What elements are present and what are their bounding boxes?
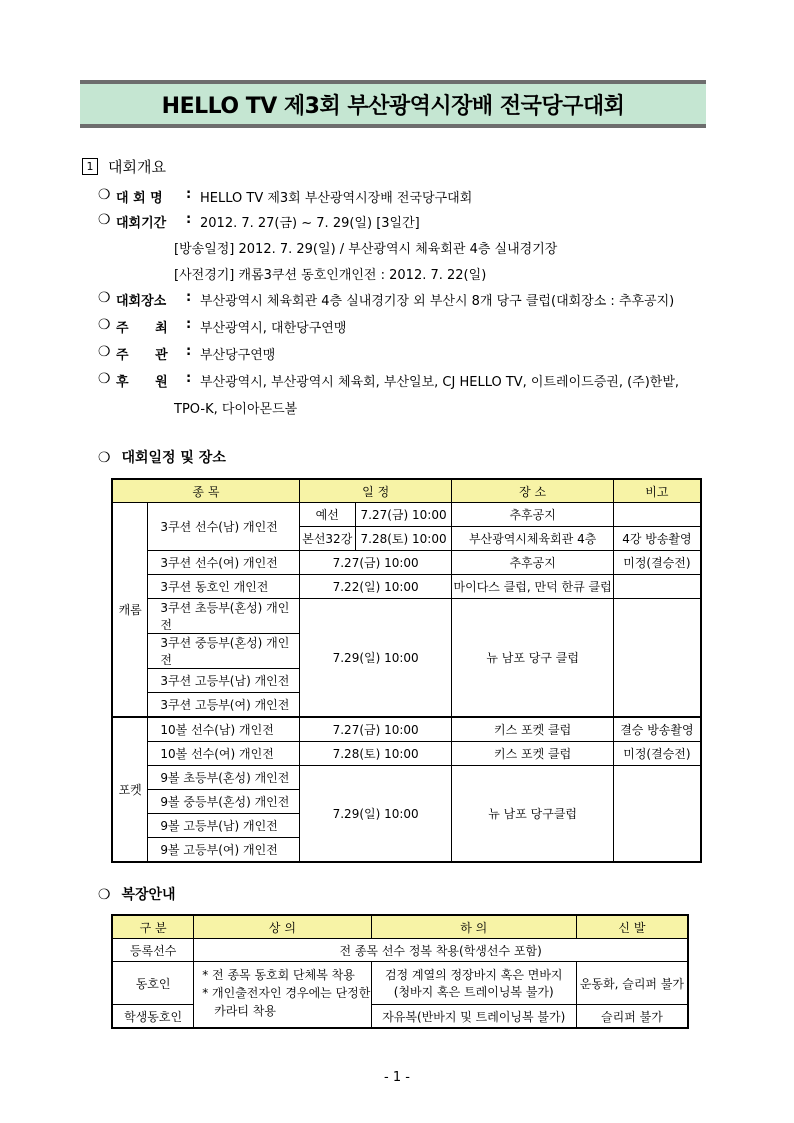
event-cell: 3쿠션 고등부(여) 개인전 bbox=[148, 693, 299, 718]
round-cell: 본선32강 bbox=[299, 527, 355, 551]
note-cell: 4강 방송촬영 bbox=[613, 527, 701, 551]
place-cell: 뉴 남포 당구 클럽 bbox=[452, 599, 613, 718]
info-row-organizer: ❍ 주 관 : 부산당구연맹 bbox=[98, 344, 276, 363]
top-line: 카라티 착용 bbox=[214, 1004, 276, 1018]
event-cell: 10볼 선수(여) 개인전 bbox=[148, 742, 299, 766]
shoes-cell: 운동화, 슬리퍼 불가 bbox=[576, 962, 688, 1005]
place-cell: 추후공지 bbox=[452, 503, 613, 527]
bullet-icon: ❍ bbox=[98, 887, 111, 903]
section-heading-overview bbox=[82, 156, 166, 177]
info-label: 주 관 bbox=[116, 348, 179, 363]
place-cell: 마이다스 클럽, 만덕 한큐 클럽 bbox=[452, 575, 613, 599]
top-line: * 전 종목 동호회 단체복 착용 bbox=[202, 968, 355, 982]
header-place: 장 소 bbox=[452, 479, 613, 503]
event-cell: 9볼 중등부(혼성) 개인전 bbox=[148, 790, 299, 814]
header-note: 비고 bbox=[613, 479, 701, 503]
info-row-period: ❍ 대회기간 : 2012. 7. 27(금) ~ 7. 29(일) [3일간] bbox=[98, 212, 420, 231]
header-shoes: 신 발 bbox=[576, 915, 688, 939]
shoes-cell: 슬리퍼 불가 bbox=[576, 1005, 688, 1029]
info-row-host: ❍ 주 최 : 부산광역시, 대한당구연맹 bbox=[98, 317, 347, 336]
dress-value-cell: 전 종목 선수 정복 착용(학생선수 포함) bbox=[194, 939, 688, 962]
dress-heading bbox=[98, 884, 176, 904]
header-top: 상 의 bbox=[194, 915, 371, 939]
event-cell: 3쿠션 동호인 개인전 bbox=[148, 575, 299, 599]
info-value: 2012. 7. 27(금) ~ 7. 29(일) [3일간] bbox=[200, 216, 420, 231]
info-row-name: ❍ 대 회 명 : HELLO TV 제3회 부산광역시장배 전국당구대회 bbox=[98, 187, 473, 206]
date-cell: 7.27(금) 10:00 bbox=[299, 717, 452, 742]
page-title: HELLO TV 제3회 부산광역시장배 전국당구대회 bbox=[161, 93, 625, 119]
info-value: 부산광역시, 부산광역시 체육회, 부산일보, CJ HELLO TV, 이트레이드증권, (주)한밭, bbox=[200, 375, 680, 390]
header-category: 구 분 bbox=[112, 915, 194, 939]
top-cell bbox=[194, 962, 371, 1029]
table-row bbox=[112, 503, 701, 527]
date-cell: 7.29(일) 10:00 bbox=[299, 599, 452, 718]
sponsor-continued: TPO-K, 다이아몬드볼 bbox=[174, 402, 298, 417]
header-date: 일 정 bbox=[299, 479, 452, 503]
date-cell: 7.27(금) 10:00 bbox=[355, 503, 452, 527]
date-cell: 7.28(토) 10:00 bbox=[299, 742, 452, 766]
info-value: 부산광역시, 대한당구연맹 bbox=[200, 321, 347, 336]
header-event: 종 목 bbox=[112, 479, 299, 503]
section-title: 대회개요 bbox=[108, 158, 166, 176]
place-cell: 뉴 남포 당구클럽 bbox=[452, 766, 613, 863]
place-cell: 추후공지 bbox=[452, 551, 613, 575]
info-value: HELLO TV 제3회 부산광역시장배 전국당구대회 bbox=[200, 191, 473, 206]
table-row bbox=[112, 939, 688, 962]
event-cell: 3쿠션 중등부(혼성) 개인전 bbox=[148, 634, 299, 669]
table-header-row bbox=[112, 479, 701, 503]
place-cell: 부산광역시체육회관 4층 bbox=[452, 527, 613, 551]
dress-code-table bbox=[111, 914, 689, 1029]
table-row bbox=[112, 599, 701, 634]
info-label: 대회기간 bbox=[116, 216, 167, 231]
event-cell: 3쿠션 선수(남) 개인전 bbox=[148, 503, 299, 551]
date-cell: 7.27(금) 10:00 bbox=[299, 551, 452, 575]
category-carom: 캐롬 bbox=[112, 503, 148, 718]
bullet-icon: ❍ bbox=[98, 450, 111, 466]
bullet-icon: ❍ bbox=[98, 344, 111, 360]
info-label: 대회장소 bbox=[116, 294, 167, 309]
table-row bbox=[112, 742, 701, 766]
info-label: 후 원 bbox=[116, 375, 179, 390]
event-cell: 3쿠션 고등부(남) 개인전 bbox=[148, 669, 299, 693]
bullet-icon: ❍ bbox=[98, 290, 111, 306]
date-cell: 7.28(토) 10:00 bbox=[355, 527, 452, 551]
round-cell: 예선 bbox=[299, 503, 355, 527]
note-cell bbox=[613, 599, 701, 718]
pre-match-schedule: [사전경기] 캐롬3쿠션 동호인개인전 : 2012. 7. 22(일) bbox=[174, 268, 487, 283]
table-row bbox=[112, 575, 701, 599]
note-cell: 미정(결승전) bbox=[613, 551, 701, 575]
bottom-line: (청바지 혹은 트레이닝복 불가) bbox=[393, 985, 554, 999]
note-cell: 결승 방송촬영 bbox=[613, 717, 701, 742]
place-cell: 키스 포켓 클럽 bbox=[452, 742, 613, 766]
schedule-heading bbox=[98, 447, 226, 467]
place-cell: 키스 포켓 클럽 bbox=[452, 717, 613, 742]
event-cell: 9볼 초등부(혼성) 개인전 bbox=[148, 766, 299, 790]
table-row bbox=[112, 551, 701, 575]
bottom-cell: 자유복(반바지 및 트레이닝복 불가) bbox=[371, 1005, 576, 1029]
bullet-icon: ❍ bbox=[98, 212, 111, 228]
table-row bbox=[112, 962, 688, 1005]
info-value: 부산광역시 체육회관 4층 실내경기장 외 부산시 8개 당구 클럽(대회장소 : 추후공지) bbox=[200, 294, 675, 309]
bullet-icon: ❍ bbox=[98, 371, 111, 387]
page-number: - 1 - bbox=[384, 1070, 410, 1085]
header-bottom: 하 의 bbox=[371, 915, 576, 939]
table-row bbox=[112, 717, 701, 742]
note-cell bbox=[613, 503, 701, 527]
date-cell: 7.22(일) 10:00 bbox=[299, 575, 452, 599]
dress-heading-text: 복장안내 bbox=[121, 887, 176, 903]
category-cell: 등록선수 bbox=[112, 939, 194, 962]
table-row bbox=[112, 766, 701, 790]
info-label: 대 회 명 bbox=[116, 191, 163, 206]
table-header-row bbox=[112, 915, 688, 939]
event-cell: 9볼 고등부(남) 개인전 bbox=[148, 814, 299, 838]
category-pocket: 포켓 bbox=[112, 717, 148, 862]
broadcast-schedule: [방송일정] 2012. 7. 29(일) / 부산광역시 체육회관 4층 실내경기장 bbox=[174, 242, 558, 257]
category-cell: 학생동호인 bbox=[112, 1005, 194, 1029]
note-cell: 미정(결승전) bbox=[613, 742, 701, 766]
event-cell: 3쿠션 초등부(혼성) 개인전 bbox=[148, 599, 299, 634]
title-banner bbox=[80, 80, 706, 128]
top-line: * 개인출전자인 경우에는 단정한 bbox=[202, 986, 371, 1000]
bullet-icon: ❍ bbox=[98, 317, 111, 333]
info-value: 부산당구연맹 bbox=[200, 348, 276, 363]
info-label: 주 최 bbox=[116, 321, 179, 336]
section-number: 1 bbox=[82, 158, 98, 175]
bottom-line: 검정 계열의 정장바지 혹은 면바지 bbox=[384, 968, 563, 982]
category-cell: 동호인 bbox=[112, 962, 194, 1005]
note-cell bbox=[613, 575, 701, 599]
note-cell bbox=[613, 766, 701, 863]
info-row-venue: ❍ 대회장소 : 부산광역시 체육회관 4층 실내경기장 외 부산시 8개 당구 클럽(대회장소 : 추후공지) bbox=[98, 290, 675, 309]
bottom-cell bbox=[371, 962, 576, 1005]
date-cell: 7.29(일) 10:00 bbox=[299, 766, 452, 863]
event-cell: 10볼 선수(남) 개인전 bbox=[148, 717, 299, 742]
info-row-sponsor: ❍ 후 원 : 부산광역시, 부산광역시 체육회, 부산일보, CJ HELLO TV, 이트레이드증권, (주)한밭, bbox=[98, 371, 680, 390]
schedule-heading-text: 대회일정 및 장소 bbox=[121, 450, 226, 466]
schedule-table bbox=[111, 478, 702, 863]
event-cell: 3쿠션 선수(여) 개인전 bbox=[148, 551, 299, 575]
event-cell: 9볼 고등부(여) 개인전 bbox=[148, 838, 299, 863]
bullet-icon: ❍ bbox=[98, 187, 111, 203]
